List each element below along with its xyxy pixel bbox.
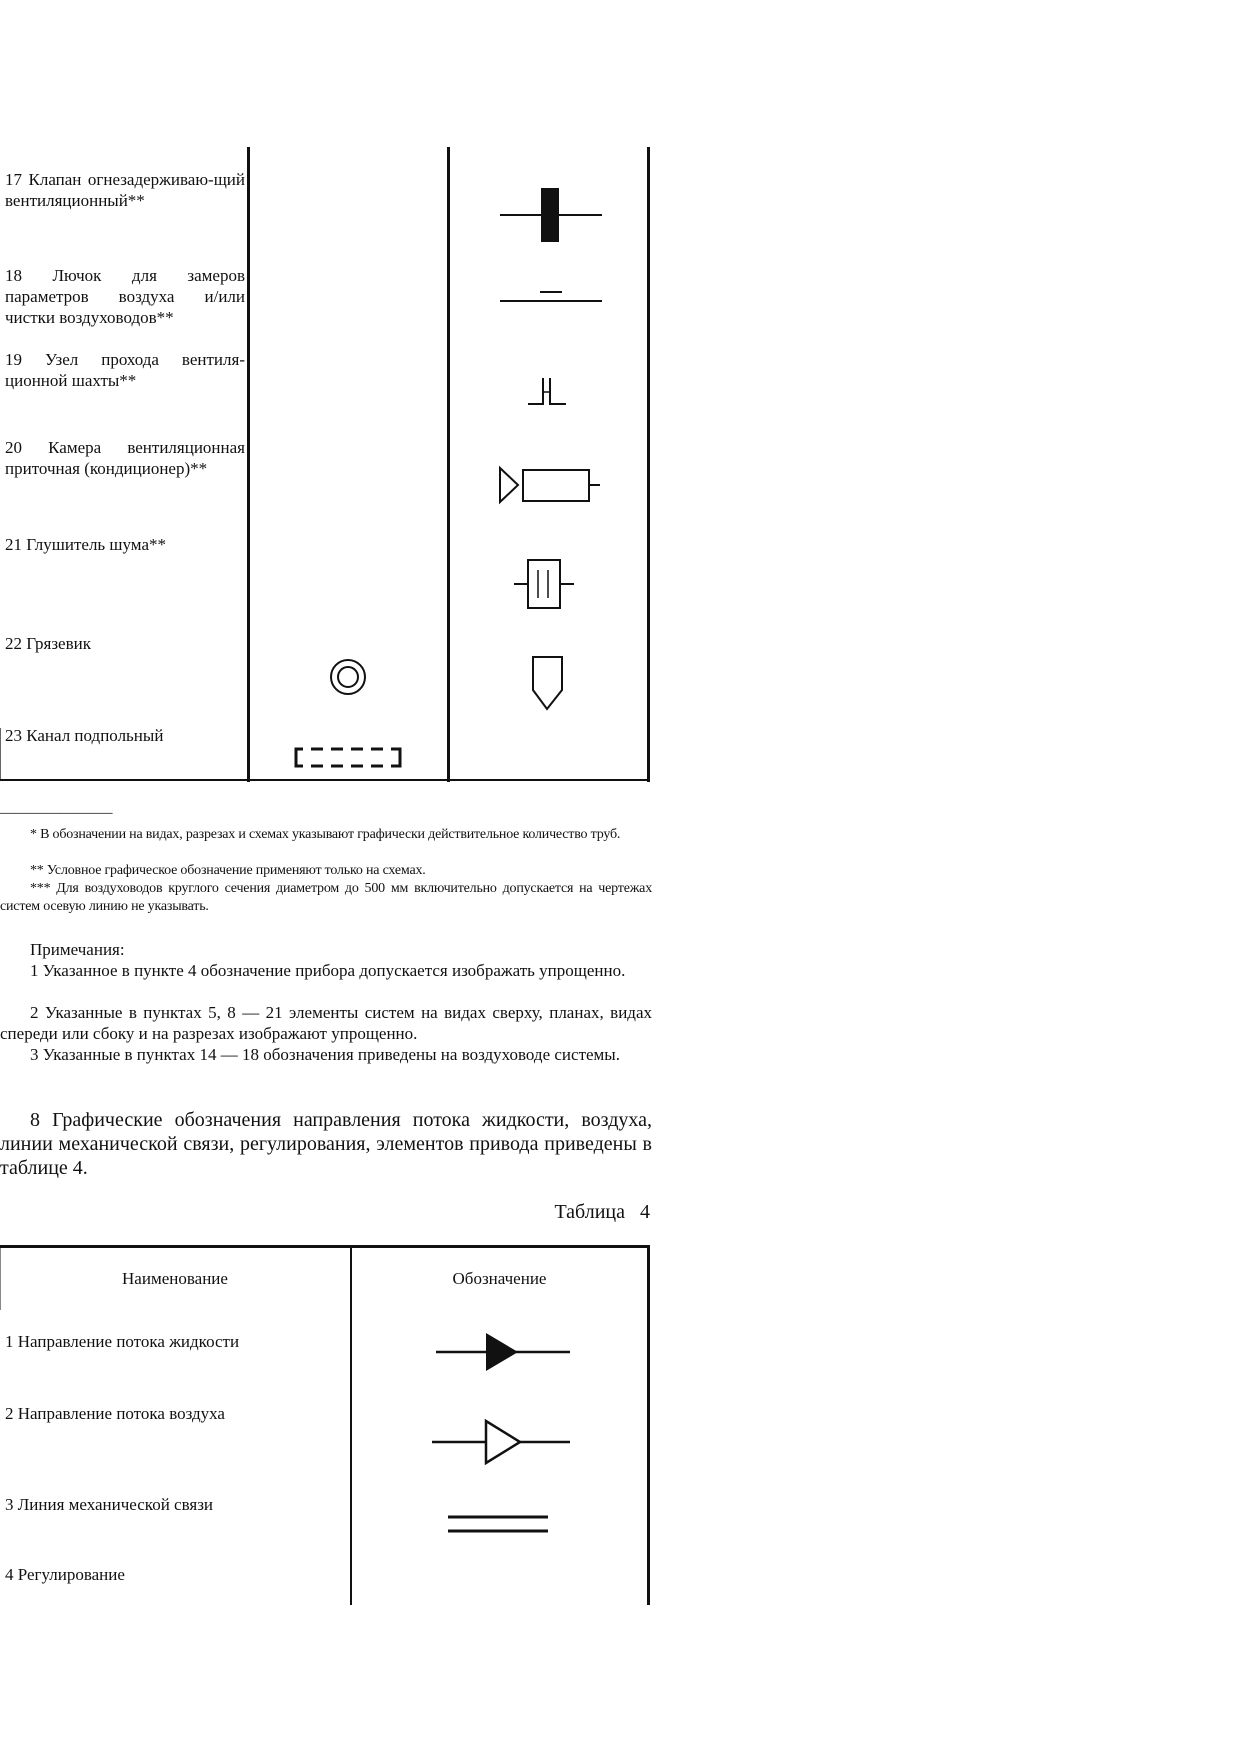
footnote-3: *** Для воздуховодов круглого сечения диаметром до 500 мм включительно допускается на чертежах систем осевую линию не указывать. [0, 881, 652, 914]
table-row-label: 1 Направление потока жидкости [5, 1332, 240, 1351]
table-3-left-border-fragment [0, 728, 1, 780]
table-3-bottom-border [0, 779, 650, 781]
footnote-1: * В обозначении на видах, разрезах и схемах указывают графически действительное количество труб. [30, 827, 621, 842]
table-row-label: 22 Грязевик [5, 634, 91, 653]
note-3: 3 Указанные в пунктах 14 — 18 обозначения приведены на воздуховоде системы. [30, 1045, 620, 1064]
supply-chamber-symbol [498, 462, 602, 510]
table-row-label: 20 Камера вентиляционная приточная (кондиционер)** [5, 438, 245, 478]
mud-trap-plan-symbol [328, 657, 368, 697]
table-row-label: 21 Глушитель шума** [5, 535, 166, 554]
silencer-symbol [512, 556, 576, 612]
table-4-header-name: Наименование [122, 1269, 228, 1288]
footnote-separator: _______________ [0, 800, 113, 816]
note-2: 2 Указанные в пунктах 5, 8 — 21 элементы систем на видах сверху, планах, видах спереди или сбоку и на разрезах изображают упрощенно. [0, 1003, 652, 1043]
liquid-flow-arrow-symbol [434, 1330, 572, 1374]
table-4-caption: Таблица 4 [554, 1201, 650, 1223]
table-3-right-border [647, 147, 650, 782]
table-row-label: 18 Лючок для замеров параметров воздуха и/или чистки воздуховодов** [5, 266, 245, 327]
mechanical-link-symbol [446, 1512, 550, 1536]
underfloor-channel-symbol [293, 746, 405, 770]
shaft-passage-symbol [526, 374, 572, 412]
access-hatch-symbol [500, 286, 602, 306]
table-4-col-divider [350, 1248, 352, 1605]
table-row-label: 4 Регулирование [5, 1565, 125, 1584]
table-4-right-border [647, 1245, 650, 1605]
fire-damper-symbol [500, 186, 602, 244]
table-row-label: 19 Узел прохода вентиля-ционной шахты** [5, 350, 245, 390]
table-row-label: 3 Линия механической связи [5, 1495, 214, 1514]
notes-title: Примечания: [30, 940, 125, 959]
table-4-top-border [0, 1245, 650, 1248]
table-3-col-divider-1 [247, 147, 250, 782]
table-row-label: 2 Направление потока воздуха [5, 1404, 225, 1423]
table-row-label: 23 Канал подпольный [5, 726, 164, 745]
table-4-header-symbol: Обозначение [452, 1269, 547, 1288]
note-1: 1 Указанное в пункте 4 обозначение прибора допускается изображать упрощенно. [30, 961, 626, 980]
mud-trap-symbol [530, 654, 566, 712]
table-3-col-divider-2 [447, 147, 450, 782]
footnote-2: ** Условное графическое обозначение применяют только на схемах. [30, 863, 426, 878]
paragraph-8: 8 Графические обозначения направления потока жидкости, воздуха, линии механической связи, регулирования, элементов привода приведены в таблице 4. [0, 1109, 652, 1179]
air-flow-arrow-symbol [430, 1418, 572, 1466]
table-row-label: 17 Клапан огнезадерживаю-щий вентиляционный** [5, 170, 245, 210]
